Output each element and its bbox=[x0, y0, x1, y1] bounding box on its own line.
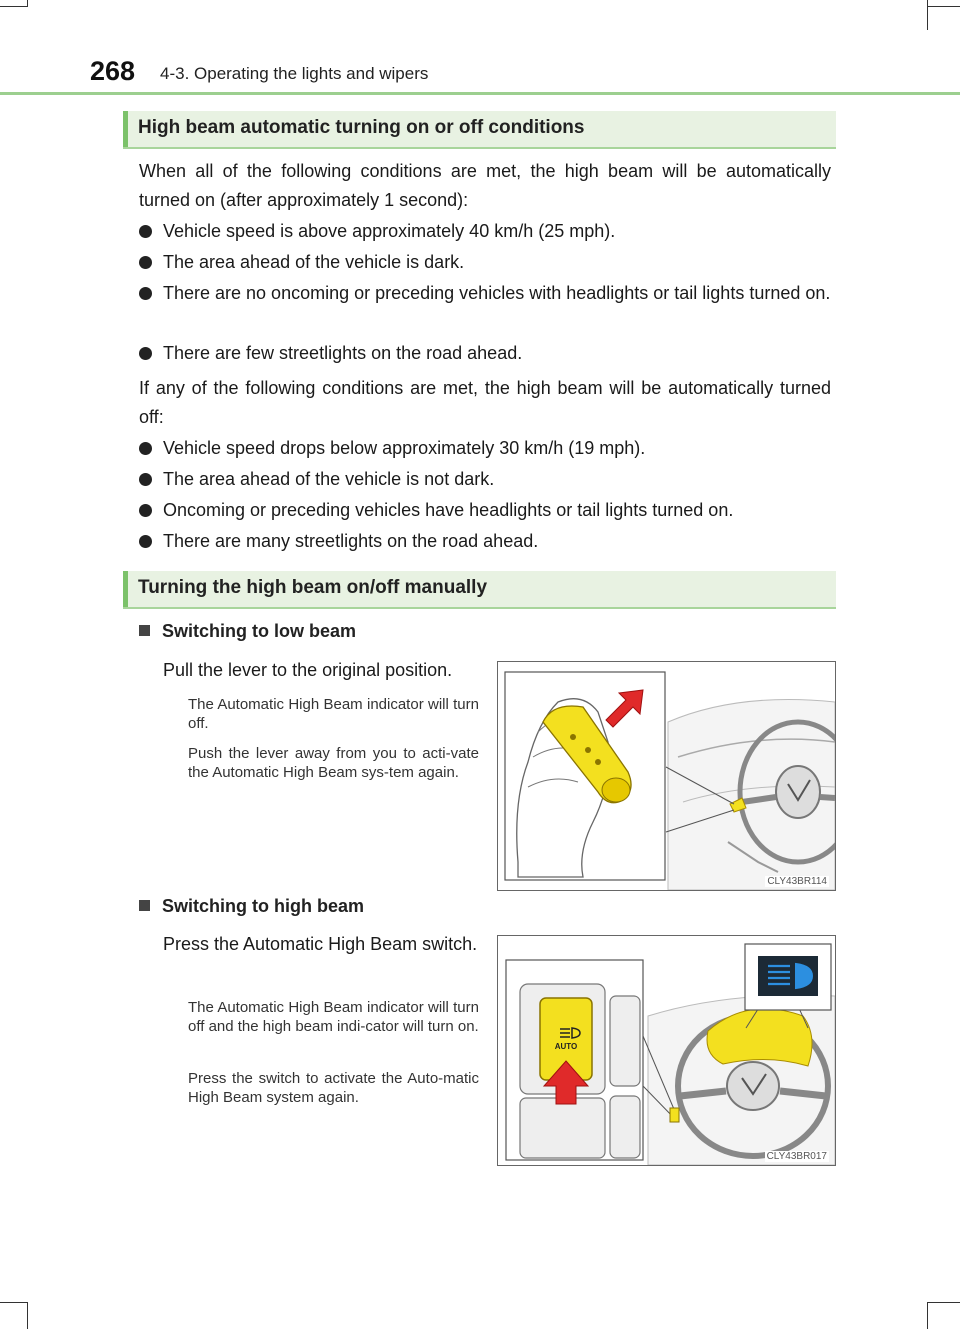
intro-off-paragraph: If any of the following conditions are met, the high beam will be automatically turned off: bbox=[139, 378, 831, 427]
off-condition-item bbox=[139, 496, 831, 525]
bullet-icon bbox=[139, 256, 152, 269]
crop-mark bbox=[927, 1302, 928, 1329]
bullet-icon bbox=[139, 535, 152, 548]
off-condition-item bbox=[139, 527, 831, 556]
figure-code: CLY43BR017 bbox=[766, 1151, 827, 1162]
subheading-text: Switching to low beam bbox=[162, 621, 357, 641]
off-condition-item bbox=[139, 434, 831, 463]
bullet-icon bbox=[139, 442, 152, 455]
subheading-text: Switching to high beam bbox=[162, 896, 364, 916]
bullet-text: There are many streetlights on the road ahead. bbox=[163, 531, 539, 551]
switch-illustration bbox=[498, 936, 835, 1165]
crop-mark bbox=[0, 1302, 28, 1303]
low-beam-note: Push the lever away from you to acti-vate the Automatic High Beam sys-tem again. bbox=[188, 745, 479, 781]
crop-mark bbox=[927, 1302, 960, 1303]
intro-on-paragraph: When all of the following conditions are met, the high beam will be automatically turned on (after approximately 1 second): bbox=[139, 161, 831, 210]
bullet-text: Vehicle speed drops below approximately 30 km/h (19 mph). bbox=[163, 438, 646, 458]
on-condition-item bbox=[139, 339, 831, 368]
section-title: High beam automatic turning on or off conditions bbox=[138, 117, 585, 138]
subheading-high-beam bbox=[139, 896, 364, 917]
on-condition-item bbox=[139, 279, 831, 308]
lever-illustration bbox=[498, 662, 835, 890]
switch-label: AUTO bbox=[554, 1042, 578, 1051]
on-condition-item bbox=[139, 217, 831, 246]
bullet-text: There are few streetlights on the road ahead. bbox=[163, 343, 523, 363]
bullet-icon bbox=[139, 225, 152, 238]
high-beam-note: Press the switch to activate the Auto-matic High Beam system again. bbox=[188, 1070, 479, 1106]
on-condition-item bbox=[139, 248, 831, 277]
square-bullet-icon bbox=[139, 625, 150, 636]
bullet-text: Vehicle speed is above approximately 40 km/h (25 mph). bbox=[163, 221, 616, 241]
section-heading-automatic bbox=[123, 111, 836, 147]
high-beam-step: Press the Automatic High Beam switch. bbox=[163, 934, 478, 954]
bullet-icon bbox=[139, 504, 152, 517]
square-bullet-icon bbox=[139, 900, 150, 911]
page-number: 268 bbox=[90, 56, 136, 86]
crop-mark bbox=[27, 1302, 28, 1329]
subheading-low-beam bbox=[139, 621, 356, 642]
figure-high-beam-switch bbox=[497, 935, 836, 1166]
section-title: Turning the high beam on/off manually bbox=[138, 577, 488, 598]
chapter-title: 4-3. Operating the lights and wipers bbox=[160, 64, 429, 83]
section-heading-manual bbox=[123, 571, 836, 607]
bullet-text: The area ahead of the vehicle is not dark. bbox=[163, 469, 495, 489]
header-divider bbox=[0, 92, 960, 95]
off-condition-item bbox=[139, 465, 831, 494]
bullet-text: Oncoming or preceding vehicles have headlights or tail lights turned on. bbox=[163, 500, 734, 520]
low-beam-step: Pull the lever to the original position. bbox=[163, 660, 453, 680]
page-header bbox=[0, 0, 960, 96]
figure-code: CLY43BR114 bbox=[767, 876, 827, 887]
bullet-icon bbox=[139, 347, 152, 360]
bullet-icon bbox=[139, 287, 152, 300]
bullet-icon bbox=[139, 473, 152, 486]
bullet-text: The area ahead of the vehicle is dark. bbox=[163, 252, 465, 272]
high-beam-note: The Automatic High Beam indicator will turn off and the high beam indi-cator will turn on. bbox=[188, 999, 479, 1035]
bullet-text: There are no oncoming or preceding vehicles with headlights or tail lights turned on. bbox=[163, 283, 831, 303]
figure-low-beam-lever bbox=[497, 661, 836, 891]
low-beam-note: The Automatic High Beam indicator will turn off. bbox=[188, 696, 479, 732]
